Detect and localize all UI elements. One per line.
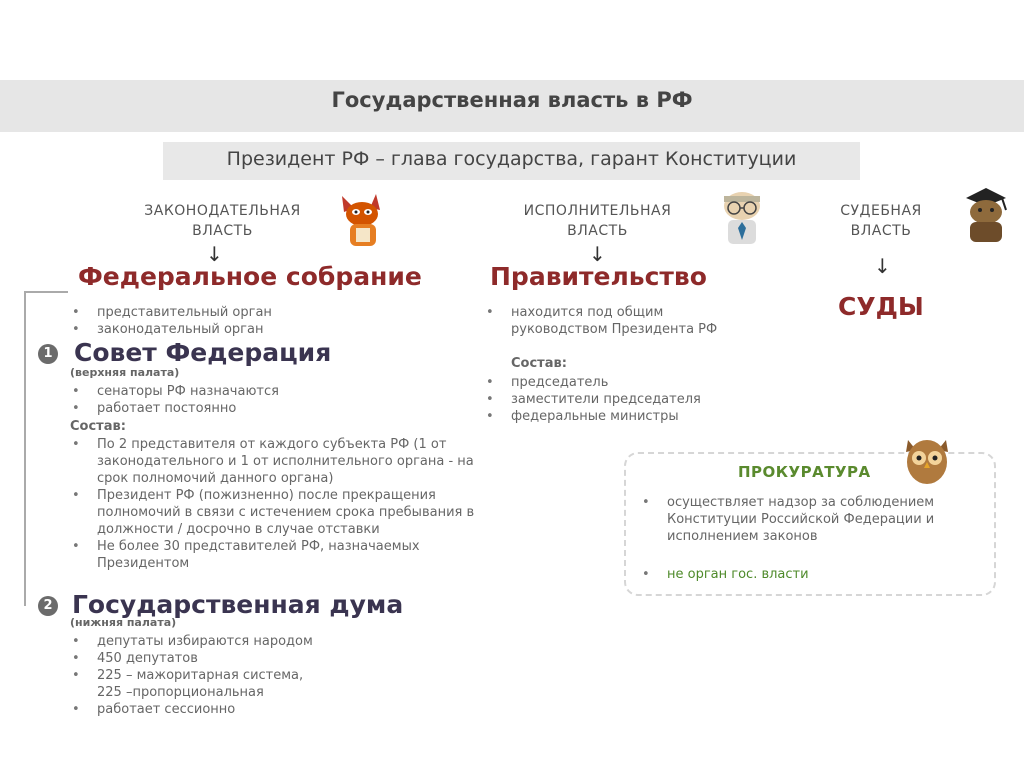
list-item: • заместители председателя bbox=[484, 391, 804, 408]
list-item: • Не более 30 представителей РФ, назначаемых Президентом bbox=[70, 538, 480, 572]
judicial-arrow-icon: ↓ bbox=[874, 254, 891, 278]
prokuratura-bullet-line2: Конституции Российской Федерации и bbox=[667, 512, 935, 527]
list-item: • 450 депутатов bbox=[70, 650, 450, 667]
prokuratura-note-list bbox=[640, 566, 990, 583]
government-sostav-label: Состав: bbox=[511, 356, 567, 371]
government-heading: Правительство bbox=[490, 262, 707, 291]
list-item: • представительный орган bbox=[70, 304, 390, 321]
list-item: 225 –пропорциональная bbox=[97, 685, 264, 700]
nerd-mascot-icon bbox=[714, 188, 770, 248]
list-item: • федеральные министры bbox=[484, 408, 804, 425]
list-item: • работает сессионно bbox=[70, 701, 450, 718]
list-item: • 225 – мажоритарная система, bbox=[70, 667, 450, 684]
list-item bbox=[484, 304, 814, 338]
federation-council-heading: Совет Федерация bbox=[74, 338, 332, 367]
prokuratura-bullet-line1: • осуществляет надзор за соблюдением bbox=[667, 495, 935, 510]
list-item: • депутаты избираются народом bbox=[70, 633, 450, 650]
federal-assembly-bullets bbox=[70, 304, 390, 338]
prokuratura-bullets bbox=[640, 494, 990, 545]
prokuratura-bullet-line3: исполнением законов bbox=[667, 529, 818, 544]
page-title: Государственная власть в РФ bbox=[331, 88, 693, 112]
judicial-label-line1: СУДЕБНАЯ bbox=[840, 203, 922, 219]
judge-mascot-icon bbox=[958, 186, 1014, 246]
federal-assembly-heading: Федеральное собрание bbox=[78, 262, 422, 291]
federation-council-subtitle: (верхняя палата) bbox=[70, 366, 180, 379]
legislative-arrow-icon: ↓ bbox=[206, 242, 223, 266]
government-bullet-line1: • находится под общим bbox=[511, 305, 664, 320]
state-duma-subtitle: (нижняя палата) bbox=[70, 616, 177, 629]
executive-label bbox=[495, 201, 700, 241]
list-item: • работает постоянно bbox=[70, 400, 450, 417]
government-bullet-line2: руководством Президента РФ bbox=[511, 322, 718, 337]
federation-council-bullets bbox=[70, 383, 450, 417]
list-item: • председатель bbox=[484, 374, 804, 391]
federation-council-sostav-label: Состав: bbox=[70, 419, 126, 434]
list-item bbox=[640, 494, 990, 545]
executive-label-line2: ВЛАСТЬ bbox=[567, 223, 628, 239]
chamber-number-2: 2 bbox=[38, 596, 58, 616]
courts-heading: СУДЫ bbox=[838, 292, 924, 321]
state-duma-bullets bbox=[70, 633, 450, 718]
judicial-label bbox=[816, 201, 946, 241]
federation-council-sostav-list bbox=[70, 436, 480, 572]
legislative-label-line1: ЗАКОНОДАТЕЛЬНАЯ bbox=[144, 203, 301, 219]
list-item: • Президент РФ (пожизненно) после прекращения полномочий в связи с истечением срока пребывания в должности / досрочно в случае отставки bbox=[70, 487, 480, 538]
owl-mascot-icon bbox=[900, 434, 954, 490]
judicial-label-line2: ВЛАСТЬ bbox=[850, 223, 912, 239]
list-item: • законодательный орган bbox=[70, 321, 390, 338]
government-sostav-list bbox=[484, 374, 804, 425]
chamber-number-1: 1 bbox=[38, 344, 58, 364]
bracket-top bbox=[24, 291, 68, 293]
fox-mascot-icon bbox=[336, 190, 390, 250]
bracket-line bbox=[24, 291, 26, 606]
state-duma-heading: Государственная дума bbox=[72, 590, 404, 619]
list-item: • сенаторы РФ назначаются bbox=[70, 383, 450, 400]
president-text: Президент РФ – глава государства, гарант Конституции bbox=[226, 148, 797, 170]
list-item: • По 2 представителя от каждого субъекта РФ (1 от законодательного и 1 от исполнительного органа - на срок полномочий данного органа) bbox=[70, 436, 480, 487]
executive-arrow-icon: ↓ bbox=[589, 242, 606, 266]
government-bullets bbox=[484, 304, 814, 338]
prokuratura-note: • не орган гос. власти bbox=[640, 566, 990, 583]
legislative-label bbox=[120, 201, 325, 241]
executive-label-line1: ИСПОЛНИТЕЛЬНАЯ bbox=[523, 203, 672, 219]
legislative-label-line2: ВЛАСТЬ bbox=[192, 223, 253, 239]
prokuratura-title: ПРОКУРАТУРА bbox=[738, 463, 871, 481]
